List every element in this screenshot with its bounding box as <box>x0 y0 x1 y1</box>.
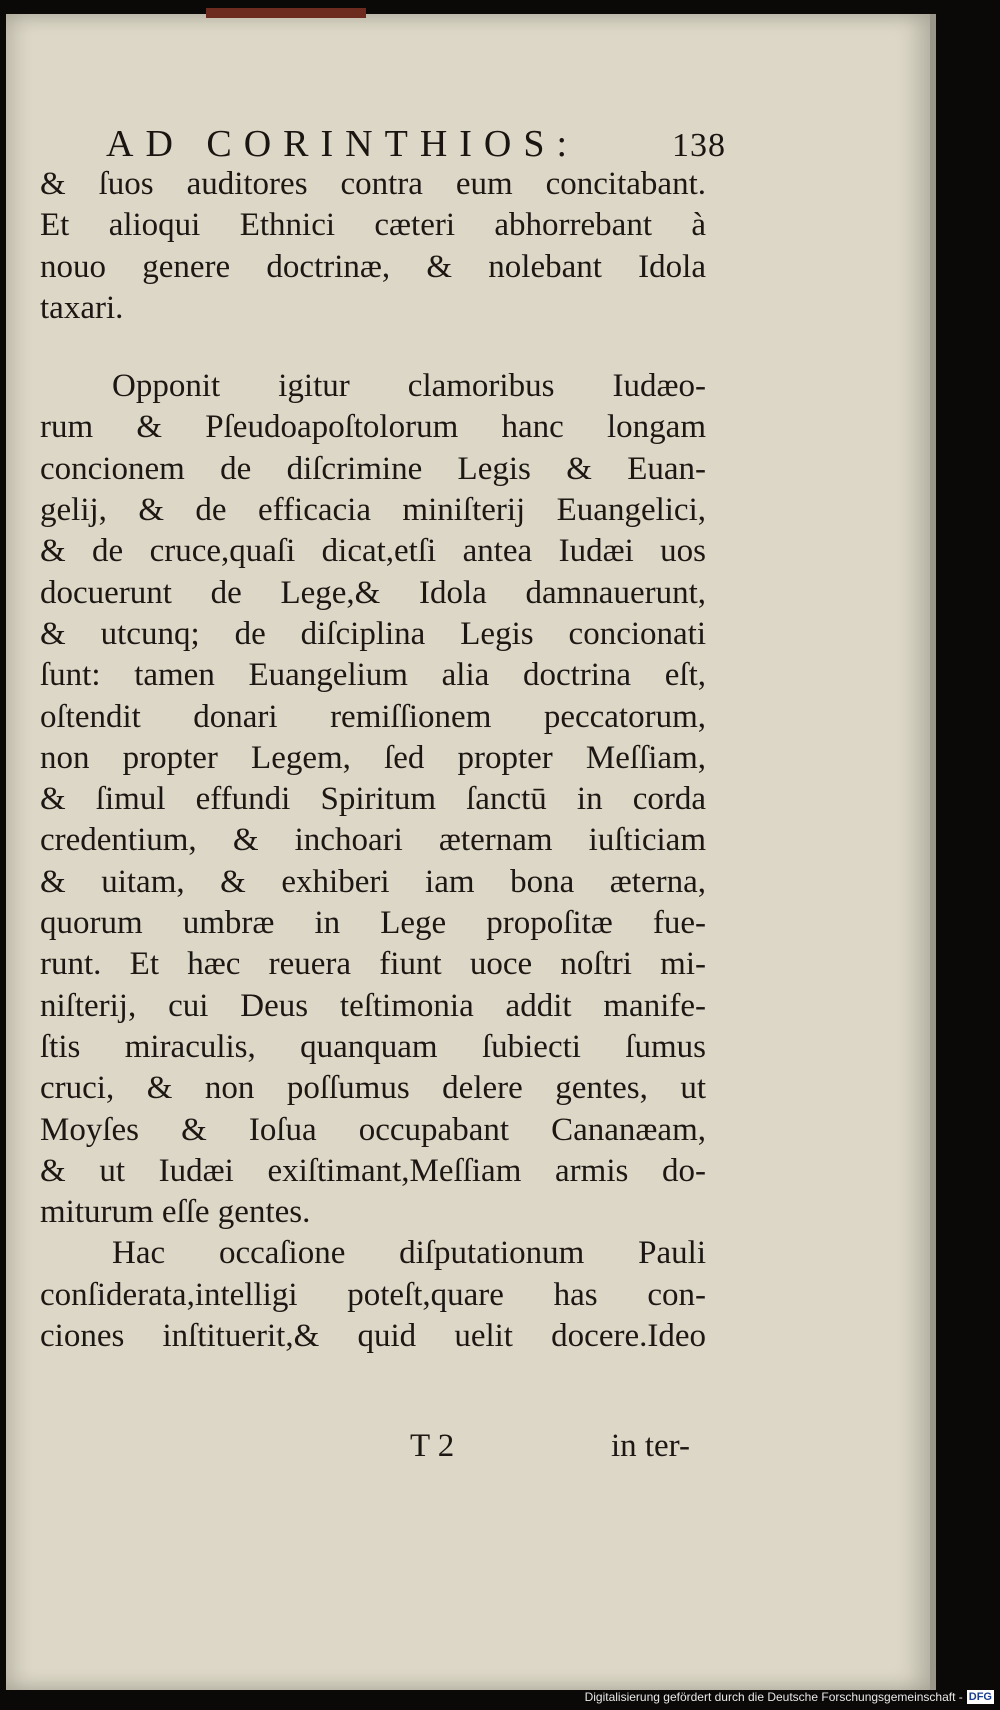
funding-credit: Digitalisierung gefördert durch die Deutsche Forschungsgemeinschaft - <box>584 1690 963 1704</box>
body-text <box>40 164 706 1357</box>
text-line: miturum eſſe gentes. <box>40 1194 311 1231</box>
text-line: ſunt: tamen Euangelium alia doctrina eſt, <box>40 657 706 694</box>
text-line: & uitam, & exhiberi iam bona æterna, <box>40 863 706 900</box>
text-line: non propter Legem, ſed propter Meſſiam, <box>40 739 706 776</box>
dfg-logo-icon: DFG <box>968 1691 992 1703</box>
text-line: & de cruce,quaſi dicat,etſi antea Iudæi uos <box>40 533 706 570</box>
text-line: & ſimul effundi Spiritum ſanctū in corda <box>40 781 706 818</box>
text-line: ciones inſtituerit,& quid uelit docere.Ideo <box>40 1318 706 1355</box>
text-line: rum & Pſeudoapoſtolorum hanc longam <box>40 409 706 446</box>
text-line: & ſuos auditores contra eum concitabant. <box>40 166 706 202</box>
text-line: nouo genere doctrinæ, & nolebant Idola <box>40 248 706 285</box>
text-line: & utcunq; de diſciplina Legis concionati <box>40 615 706 652</box>
page-header <box>106 122 726 165</box>
text-line: quorum umbræ in Lege propoſitæ fue- <box>40 905 706 942</box>
text-line: oſtendit donari remiſſionem peccatorum, <box>40 698 706 735</box>
text-line: Opponit igitur clamoribus Iudæo- <box>112 368 706 405</box>
text-line: credentium, & inchoari æternam iuſticiam <box>40 822 706 859</box>
text-line: niſterij, cui Deus teſtimonia addit manife- <box>40 987 706 1024</box>
page-number: 138 <box>672 127 726 164</box>
digitization-footer <box>585 1688 994 1706</box>
text-line: & ut Iudæi exiſtimant,Meſſiam armis do- <box>40 1152 706 1189</box>
running-head: AD CORINTHIOS: <box>106 123 580 165</box>
text-line: taxari. <box>40 289 124 326</box>
text-line: Et alioqui Ethnici cæteri abhorrebant à <box>40 207 706 244</box>
text-line: concionem de diſcrimine Legis & Euan- <box>40 450 706 487</box>
text-line: gelij, & de efficacia miniſterij Euangelici, <box>40 492 706 529</box>
signature-mark: T 2 <box>410 1428 455 1464</box>
catchline <box>410 1428 690 1468</box>
text-line: ſtis miraculis, quanquam ſubiecti ſumus <box>40 1028 706 1065</box>
text-line: Hac occaſione diſputationum Pauli <box>112 1235 706 1272</box>
text-line: cruci, & non poſſumus delere gentes, ut <box>40 1070 706 1107</box>
book-page <box>6 14 936 1690</box>
text-line: conſiderata,intelligi poteſt,quare has con- <box>40 1276 706 1313</box>
text-line: runt. Et hæc reuera fiunt uoce noſtri mi- <box>40 946 706 983</box>
text-line: Moyſes & Ioſua occupabant Cananæam, <box>40 1111 706 1148</box>
text-line: docuerunt de Lege,& Idola damnauerunt, <box>40 574 706 611</box>
catchword: in ter- <box>610 1428 690 1464</box>
